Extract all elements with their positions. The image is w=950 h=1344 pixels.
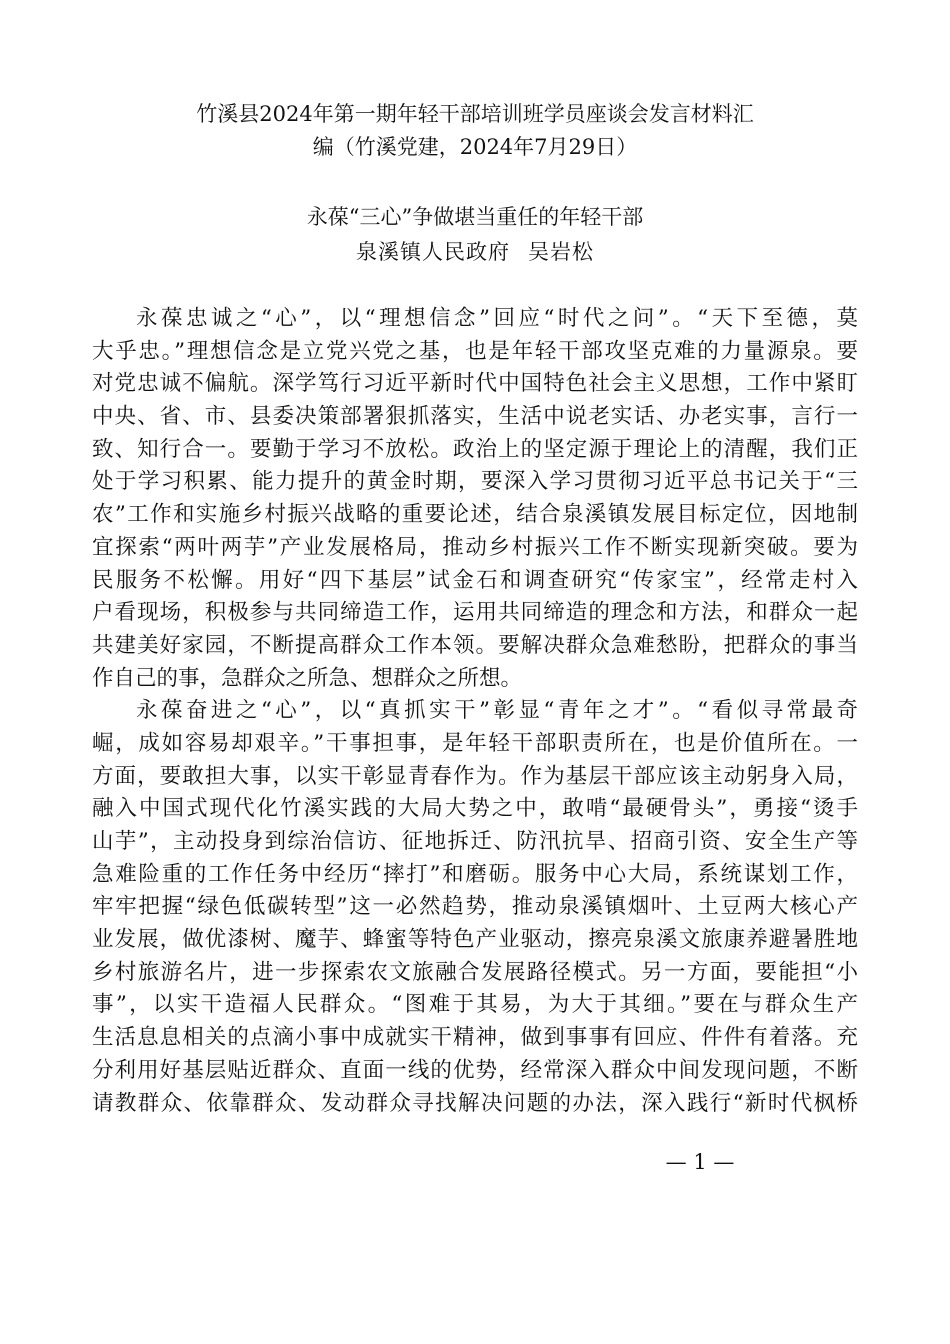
speaker-organization: 泉溪镇人民政府 [356,240,510,264]
paragraph-1-line: 中央、省、市、县委决策部署狠抓落实，生活中说老实话、办老实事，言行一 [92,404,858,430]
page-number: — 1 — [665,1150,735,1174]
paragraph-1-line: 大乎忠。”理想信念是立党兴党之基，也是年轻干部攻坚克难的力量源泉。要 [92,338,858,364]
paragraph-2-line: 事”，以实干造福人民群众。“图难于其易，为大于其细。”要在与群众生产 [92,992,858,1018]
paragraph-2-line: 牢牢把握“绿色低碳转型”这一必然趋势，推动泉溪镇烟叶、土豆两大核心产 [92,894,858,920]
paragraph-2-line: 崛，成如容易却艰辛。”干事担事，是年轻干部职责所在，也是价值所在。一 [92,730,858,756]
paragraph-1-line: 共建美好家园，不断提高群众工作本领。要解决群众急难愁盼，把群众的事当 [92,632,858,658]
paragraph-1-line: 处于学习积累、能力提升的黄金时期，要深入学习贯彻习近平总书记关于“三 [92,469,858,495]
document-title-line-1: 竹溪县2024年第一期年轻干部培训班学员座谈会发言材料汇 [196,102,754,126]
paragraph-2-line: 永葆奋进之“心”，以“真抓实干”彰显“青年之才”。“看似寻常最奇 [136,698,858,724]
document-title [95,98,855,164]
paragraph-2-line: 急难险重的工作任务中经历“摔打”和磨砺。服务中心大局，系统谋划工作， [92,861,858,887]
paragraph-1-line: 宜探索“两叶两芋”产业发展格局，推动乡村振兴工作不断实现新突破。要为 [92,534,858,560]
paragraph-1-line: 户看现场，积极参与共同缔造工作，运用共同缔造的理念和方法，和群众一起 [92,600,858,626]
body-text [92,303,858,1120]
paragraph-2-line: 山芋”，主动投身到综治信访、征地拆迁、防汛抗旱、招商引资、安全生产等 [92,829,858,854]
speech-title: 永葆“三心”争做堪当重任的年轻干部 [306,205,644,229]
paragraph-1-line: 作自己的事，急群众之所急、想群众之所想。 [92,665,523,691]
speaker-name: 吴岩松 [528,240,594,264]
document-title-line-2: 编（竹溪党建，2024年7月29日） [312,135,638,159]
paragraph-1-line: 农”工作和实施乡村振兴战略的重要论述，结合泉溪镇发展目标定位，因地制 [92,502,858,528]
paragraph-1-line: 民服务不松懈。用好“四下基层”试金石和调查研究“传家宝”，经常走村入 [92,567,858,593]
paragraph-2-line: 分利用好基层贴近群众、直面一线的优势，经常深入群众中间发现问题，不断 [92,1057,858,1083]
paragraph-2-line: 方面，要敢担大事，以实干彰显青春作为。作为基层干部应该主动躬身入局， [92,763,858,789]
paragraph-1-line: 致、知行合一。要勤于学习不放松。政治上的坚定源于理论上的清醒，我们正 [92,436,858,462]
paragraph-1-line: 永葆忠诚之“心”，以“理想信念”回应“时代之问”。“天下至德，莫 [136,306,858,331]
paragraph-2-line: 请教群众、依靠群众、发动群众寻找解决问题的办法，深入践行“新时代枫桥 [92,1090,858,1116]
speaker-line [95,237,855,267]
paragraph-2-line: 乡村旅游名片，进一步探索农文旅融合发展路径模式。另一方面，要能担“小 [92,959,858,985]
paragraph-2-line: 生活息息相关的点滴小事中成就实干精神，做到事事有回应、件件有着落。充 [92,1025,858,1051]
paragraph-2-line: 业发展，做优漆树、魔芋、蜂蜜等特色产业驱动，擦亮泉溪文旅康养避暑胜地 [92,927,858,953]
paragraph-1-line: 对党忠诚不偏航。深学笃行习近平新时代中国特色社会主义思想，工作中紧盯 [92,371,858,397]
paragraph-2-line: 融入中国式现代化竹溪实践的大局大势之中，敢啃“最硬骨头”，勇接“烫手 [92,796,858,822]
